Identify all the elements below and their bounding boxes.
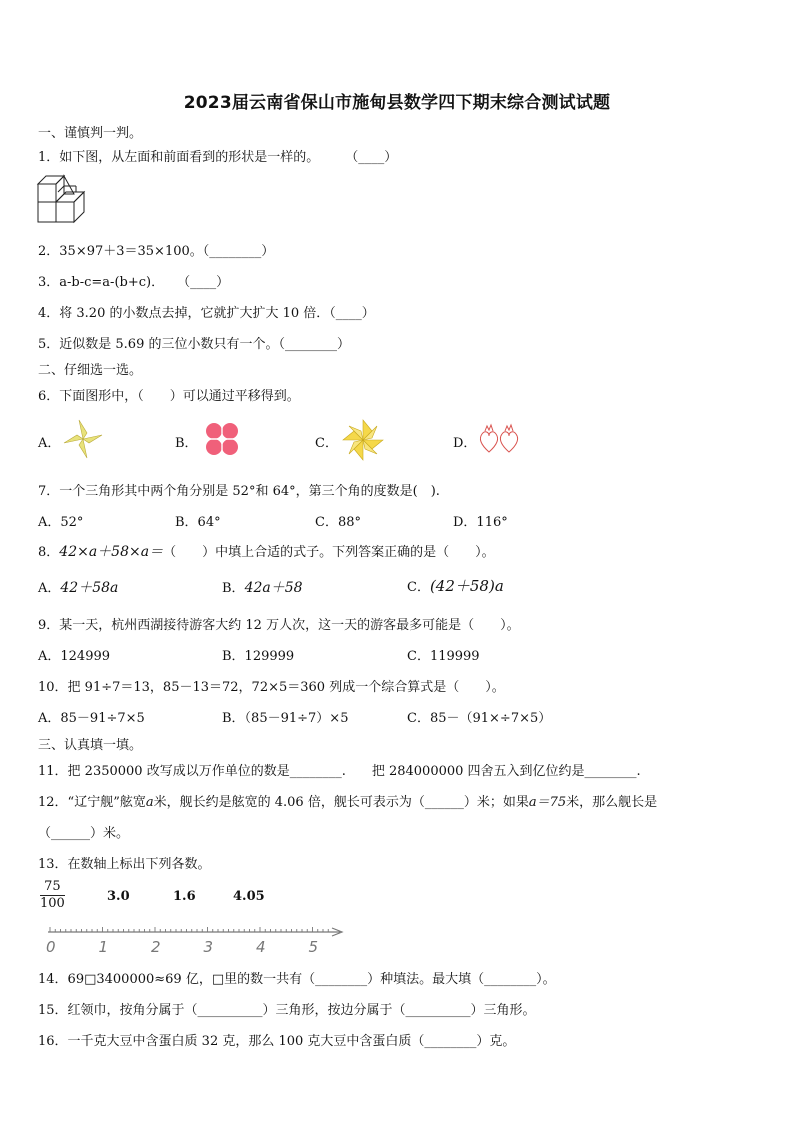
q6-option-d-label: D．	[453, 436, 477, 451]
fraction-denominator: 100	[40, 896, 65, 911]
question-12-line-2: （______）米。	[38, 826, 130, 841]
question-1: 1．如下图，从左面和前面看到的形状是一样的。 （____）	[38, 150, 398, 165]
q8-option-a-expr: 42＋58a	[60, 580, 119, 596]
q6-option-a-label: A．	[38, 436, 61, 451]
value-3-0: 3.0	[107, 889, 130, 904]
tick-label: 3	[203, 938, 214, 956]
section-heading-judge: 一、谨慎判一判。	[38, 126, 143, 141]
flower-b-icon	[202, 419, 242, 459]
question-10: 10．把 91÷7＝13，85－13＝72，72×5＝360 列成一个综合算式是（ ）。	[38, 680, 505, 695]
q6-option-b-label: B．	[175, 436, 198, 451]
q8-option-a-label: A．	[38, 581, 61, 596]
q8-option-b-label: B．	[222, 581, 245, 596]
tick-label: 5	[308, 938, 319, 956]
q12-text-a: 12．“辽宁舰”舷宽	[38, 795, 146, 810]
question-3: 3．a-b-c=a-(b+c)． （____）	[38, 275, 230, 290]
section-heading-fill: 三、认真填一填。	[38, 738, 143, 753]
q8-option-b	[222, 577, 303, 597]
hearts-d-icon	[478, 422, 522, 456]
question-11: 11．把 2350000 改写成以万作单位的数是________. 把 284000000 四舍五入到亿位约是________.	[38, 764, 641, 779]
q8-option-c-expr: (42＋58)a	[429, 577, 504, 595]
q8-option-b-expr: 42a＋58	[244, 580, 303, 596]
q7-option-d: D．116°	[453, 515, 508, 530]
question-4: 4．将 3.20 的小数点去掉，它就扩大扩大 10 倍．（____）	[38, 306, 375, 321]
question-14: 14．69□3400000≈69 亿，□里的数一共有（________）种填法。最大填（________）。	[38, 972, 556, 987]
question-7: 7．一个三角形其中两个角分别是 52°和 64°，第三个角的度数是( ).	[38, 484, 440, 499]
pinwheel-a-icon	[62, 418, 104, 460]
question-2: 2．35×97＋3＝35×100。（________）	[38, 244, 275, 259]
tick-label: 2	[151, 938, 161, 956]
tick-label: 0	[46, 938, 56, 956]
q12-variable: a	[145, 795, 154, 810]
fraction-numerator: 75	[40, 879, 65, 896]
q12-text-c: 米，那么舰长是	[566, 795, 658, 810]
tick-label: 1	[98, 938, 109, 956]
tick-label: 4	[256, 938, 266, 956]
question-15: 15．红领巾，按角分属于（__________）三角形，按边分属于（__________）三角形。	[38, 1003, 536, 1018]
q8-number: 8．	[38, 545, 60, 560]
q12-equation: a＝75	[528, 795, 567, 810]
question-9: 9．某一天，杭州西湖接待游客大约 12 万人次，这一天的游客最多可能是（ ）。	[38, 618, 520, 633]
q10-option-b: B．（85－91÷7）×5	[222, 711, 349, 726]
q7-option-a: A．52°	[38, 515, 84, 530]
q7-option-c: C．88°	[315, 515, 361, 530]
value-4-05: 4.05	[233, 889, 265, 904]
q12-text-b: 米，舰长约是舷宽的 4.06 倍，舰长可表示为（______）米；如果	[153, 795, 529, 810]
question-12-line-1	[38, 791, 657, 810]
value-1-6: 1.6	[173, 889, 196, 904]
fraction-75-100	[40, 879, 65, 912]
q8-text: （ ）中填上合适的式子。下列答案正确的是（ ）。	[163, 545, 495, 560]
pinwheel-c-icon	[342, 419, 384, 461]
page-title: 2023届云南省保山市施甸县数学四下期末综合测试试题	[183, 93, 611, 113]
question-5: 5．近似数是 5.69 的三位小数只有一个。（________）	[38, 337, 350, 352]
q8-option-a	[38, 577, 118, 597]
question-8	[38, 541, 495, 561]
q8-expression: 42×a＋58×a＝	[59, 544, 164, 560]
q9-option-a: A．124999	[38, 649, 111, 664]
question-16: 16．一千克大豆中含蛋白质 32 克，那么 100 克大豆中含蛋白质（________）克。	[38, 1034, 516, 1049]
q7-option-b: B．64°	[175, 515, 221, 530]
q8-option-c	[407, 575, 504, 596]
q10-option-a: A．85－91÷7×5	[38, 711, 145, 726]
q8-option-c-label: C．	[407, 580, 430, 595]
q6-option-c-label: C．	[315, 436, 338, 451]
q9-option-c: C．119999	[407, 649, 480, 664]
q10-option-c: C．85－（91×÷7×5）	[407, 711, 552, 726]
question-13: 13．在数轴上标出下列各数。	[38, 857, 211, 872]
number-line	[40, 922, 350, 958]
cube-figure	[38, 176, 88, 224]
question-6: 6．下面图形中，（ ）可以通过平移得到。	[38, 389, 300, 404]
section-heading-choose: 二、仔细选一选。	[38, 363, 143, 378]
q9-option-b: B．129999	[222, 649, 295, 664]
